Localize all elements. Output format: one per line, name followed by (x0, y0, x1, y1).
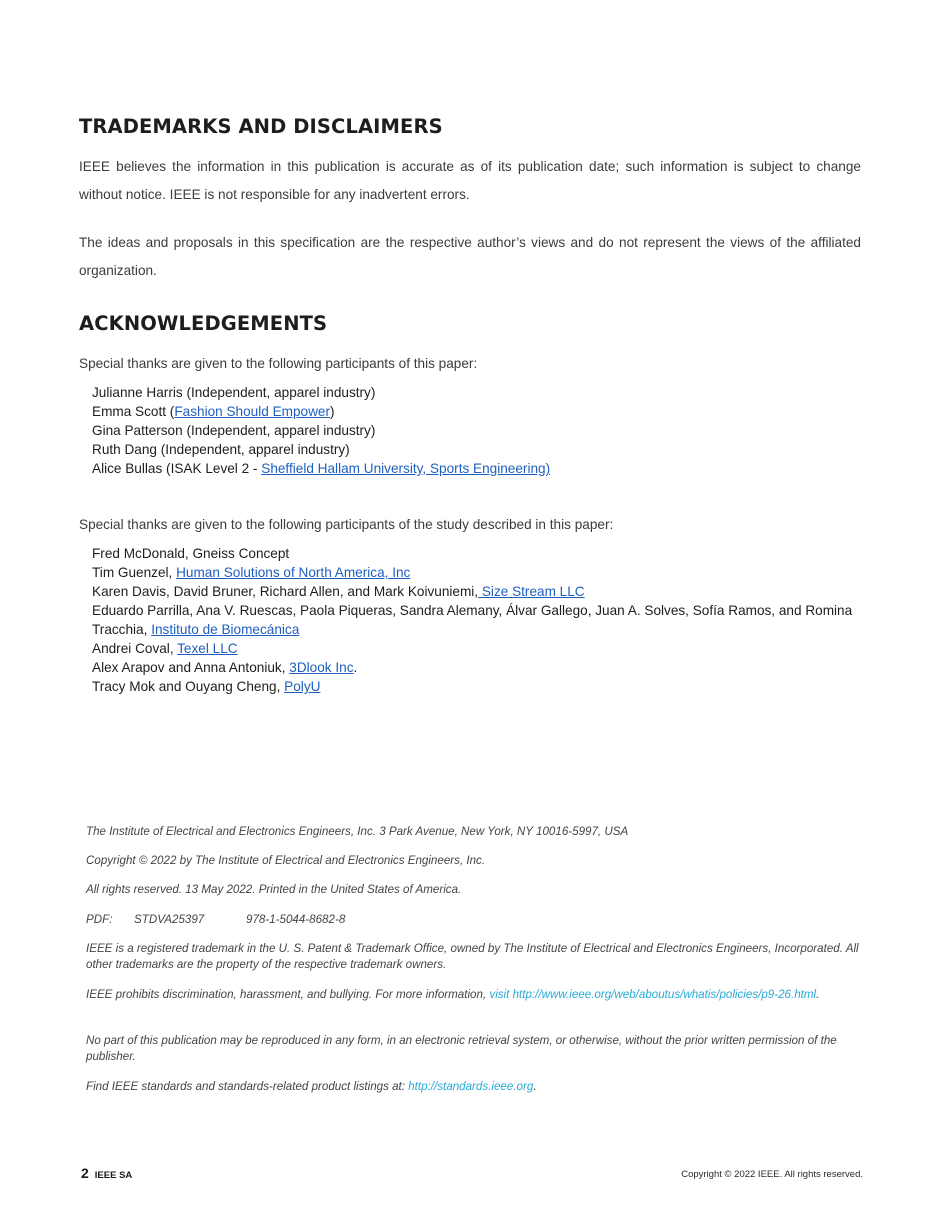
sheffield-hallam-link[interactable]: Sheffield Hallam University, Sports Engineering) (261, 461, 551, 476)
imprint-reproduction: No part of this publication may be reproduced in any form, in an electronic retrieval system, or otherwise, without the prior written permission of the publisher. (86, 1034, 837, 1063)
instituto-biomecanica-link[interactable]: Instituto de Biomecánica (151, 622, 300, 637)
page-number: 2 (81, 1165, 89, 1181)
trademarks-heading: TRADEMARKS AND DISCLAIMERS (79, 115, 443, 138)
standards-link[interactable]: http://standards.ieee.org (408, 1080, 534, 1093)
study-participants-list (92, 544, 867, 696)
participant-line: Andrei Coval, Texel LLC (92, 641, 238, 656)
acknowledgements-heading: ACKNOWLEDGEMENTS (79, 312, 328, 335)
policy-link[interactable]: visit http://www.ieee.org/web/aboutus/whatis/policies/p9-26.html (489, 988, 817, 1001)
imprint-policy: IEEE prohibits discrimination, harassment, and bullying. For more information, visit http://www.ieee.org/web/aboutus/whatis/policies/p9-26.html. (86, 988, 820, 1001)
imprint-trademark: IEEE is a registered trademark in the U. S. Patent & Trademark Office, owned by The Institute of Electrical and Electronics Engineers, Incorporated. All other trademarks are the property of the respective trademark owners. (86, 942, 859, 971)
participant-line: Gina Patterson (Independent, apparel industry) (92, 423, 376, 438)
participant-line: Fred McDonald, Gneiss Concept (92, 546, 290, 561)
participant-line: Julianne Harris (Independent, apparel industry) (92, 385, 376, 400)
participant-line: Ruth Dang (Independent, apparel industry) (92, 442, 350, 457)
texel-link[interactable]: Texel LLC (177, 641, 238, 656)
pdf-isbn: 978-1-5044-8682-8 (246, 913, 346, 926)
paper-participants-intro: Special thanks are given to the following participants of this paper: (79, 356, 478, 371)
trademarks-paragraph-2: The ideas and proposals in this specification are the respective author’s views and do not represent the views of the affiliated organization. (79, 235, 861, 278)
trademarks-paragraph-1: IEEE believes the information in this publication is accurate as of its publication date; such information is subject to change without notice. IEEE is not responsible for any inadvertent errors. (79, 159, 861, 202)
participant-line: Alex Arapov and Anna Antoniuk, 3Dlook Inc. (92, 660, 358, 675)
3dlook-link[interactable]: 3Dlook Inc (289, 660, 354, 675)
study-participants-intro: Special thanks are given to the following participants of the study described in this paper: (79, 517, 614, 532)
participant-line: Karen Davis, David Bruner, Richard Allen, and Mark Koivuniemi, Size Stream LLC (92, 584, 585, 599)
participant-line: Tracy Mok and Ouyang Cheng, PolyU (92, 679, 321, 694)
participant-line: Alice Bullas (ISAK Level 2 - Sheffield Hallam University, Sports Engineering) (92, 461, 551, 476)
imprint-find: Find IEEE standards and standards-related product listings at: http://standards.ieee.org. (86, 1080, 537, 1093)
participant-line: Tracchia, Instituto de Biomecánica (92, 622, 300, 637)
footer-copyright: Copyright © 2022 IEEE. All rights reserved. (681, 1169, 863, 1180)
pdf-label: PDF: (86, 913, 113, 926)
pdf-code: STDVA25397 (134, 913, 205, 926)
imprint-pdf-line (86, 912, 866, 928)
participant-line: Tim Guenzel, Human Solutions of North America, Inc (92, 565, 411, 580)
polyu-link[interactable]: PolyU (284, 679, 321, 694)
page-footer-left (81, 1165, 132, 1181)
paper-participants-list (92, 383, 867, 478)
imprint-copyright: Copyright © 2022 by The Institute of Electrical and Electronics Engineers, Inc. (86, 854, 486, 867)
participant-line: Eduardo Parrilla, Ana V. Ruescas, Paola Piqueras, Sandra Alemany, Álvar Gallego, Juan A. Solves, Sofía Ramos, and Romina (92, 603, 853, 618)
human-solutions-link[interactable]: Human Solutions of North America, Inc (176, 565, 411, 580)
footer-org: IEEE SA (94, 1170, 133, 1181)
imprint-address: The Institute of Electrical and Electronics Engineers, Inc. 3 Park Avenue, New York, NY 10016-5997, USA (86, 825, 629, 838)
imprint-rights: All rights reserved. 13 May 2022. Printed in the United States of America. (86, 883, 462, 896)
participant-line: Emma Scott (Fashion Should Empower) (92, 404, 335, 419)
fashion-should-empower-link[interactable]: Fashion Should Empower (174, 404, 331, 419)
size-stream-link[interactable]: Size Stream LLC (478, 584, 585, 599)
